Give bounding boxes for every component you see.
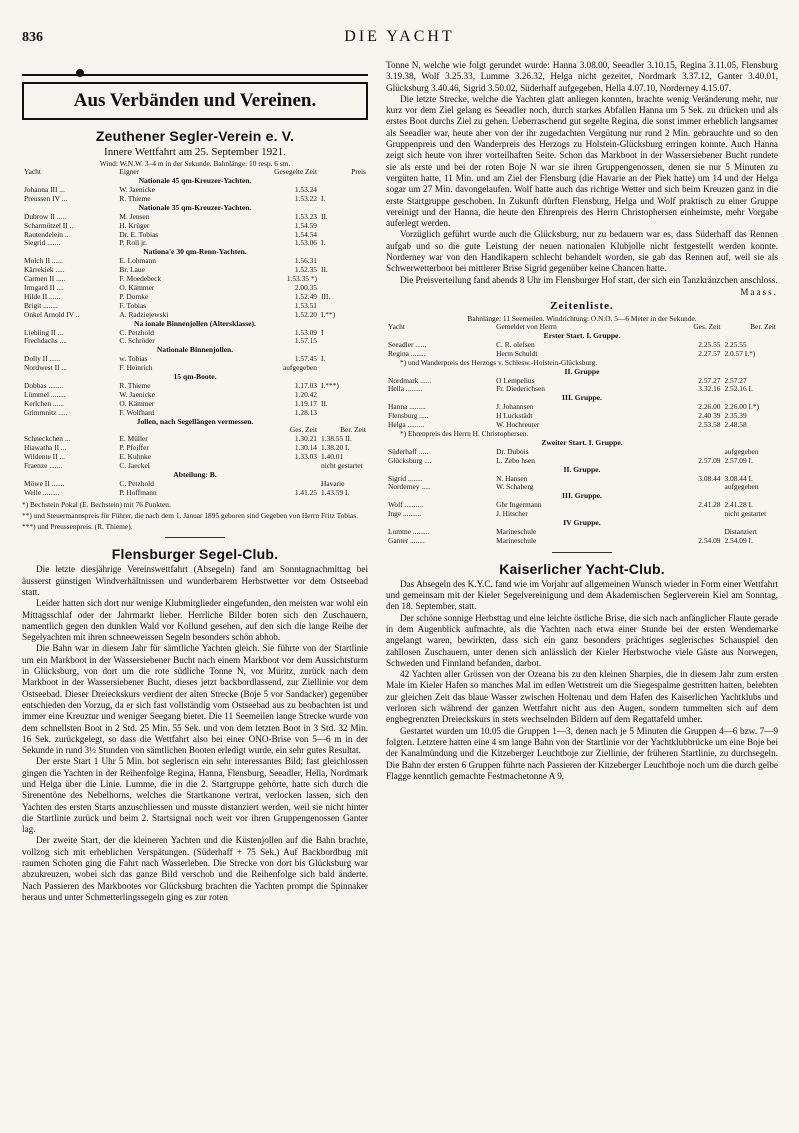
owner-cell: F. Tobias [119,301,147,310]
time-cell: 1.41.25 [294,488,317,497]
time-cell: 2.57.27 [698,376,721,385]
author-signature: Maass. [740,286,778,297]
group-header-row [386,492,778,501]
table-row [22,222,368,231]
yacht-cell: Fraenze ....... [24,462,63,471]
prize-cell: I.***) [321,381,339,390]
owner-cell: O. Kämmer [119,283,155,292]
paragraph: 42 Yachten aller Grössen von der Ozeana bis zu den kleinen Sharpies, die in diesem Jahr zum ersten Male im Kieler Hafen so manches Mal im edlen Wettstreit um die Siegespalme gestritten hatten, belebten zur gleichen Zeit das blaue Wasser zwischen Holtenau und dem Hafen des Kaiserlichen Yachtklubs und verloren sich während der ganzen Wettfahrt nicht aus den Augen, sondern tummelten sich auf dem engbegrenzten Dreieckskurs in stets wechselnden Bildern auf dem Regattafeld umher. [386,669,778,725]
time-cell: 1.52.20 [294,310,317,319]
kaiserlich-article [386,579,778,782]
prize-cell: 2.26.00 I.*) [724,403,759,412]
prize-cell: 3.08.44 I. [724,474,753,483]
prize-cell: III. [321,292,331,301]
yacht-cell: Wolf .......... [388,501,423,510]
time-cell: 1.57.45 [294,355,317,364]
running-head: DIE YACHT [344,28,455,45]
zeitenliste-table [386,323,778,546]
owner-cell: H Luckstädt [496,412,533,421]
table-row [386,510,778,519]
zeuthen-title: Zeuthener Segler-Verein e. V. [95,128,295,144]
group-title: Nationale 45 qm-Kreuzer-Yachten. [138,177,252,186]
prize-cell: 1.40.01 [321,453,344,462]
owner-cell: C. Schröder [119,337,155,346]
column-header: Gesegelte Zeit [274,168,317,177]
right-column [386,60,778,782]
yacht-cell: Norderney ..... [388,483,431,492]
group-title: II. Gruppe. [563,465,601,474]
table-row [22,489,368,498]
yacht-cell: Nordmark ...... [388,376,432,385]
group-header-row [22,346,368,355]
table-row [386,528,778,537]
owner-cell: E. Lohmann [119,257,156,266]
time-cell: 1.17.03 [294,381,317,390]
prize-cell: 2.52.16 I. [724,385,753,394]
group-header-row [386,332,778,341]
owner-cell: Gbr Ingermann [496,501,542,510]
time-cell: 3.08.44 [698,474,721,483]
yacht-cell: Kärrekiek ..... [24,266,65,275]
owner-cell: w. Tobias [119,355,148,364]
owner-cell: M. Jensen [119,212,150,221]
column-header: Yacht [24,168,41,177]
table-row [386,403,778,412]
group-title: III. Gruppe. [562,394,602,403]
paragraph: Das Absegeln des K.Y.C. fand wie im Vorjahr auf allgemeinen Wunsch wieder in Form einer Wettfahrt und gemeinsam mit der Kieler Segelvereinigung und dem Akademischen Seglerverein Kiel am Sonntag, den 18. September, statt. [386,578,778,612]
owner-cell: A. Radziejewski [119,310,169,319]
owner-cell: Dr. E. Tobias [119,230,159,239]
owner-cell: F. Wolfhard [119,408,155,417]
owner-cell: J. Hitscher [496,510,528,519]
yacht-cell: Lümmel ........ [24,390,66,399]
time-cell: 2.54.09 [698,536,721,545]
owner-cell: W. Jaenicke [119,390,155,399]
owner-cell: J. Johannsen [496,403,534,412]
table-row [22,462,368,471]
table-header-row [22,168,368,177]
paragraph: Die letzte Strecke, welche die Yachten glatt anliegen konnten, brachte wenig Veränderung mehr, nur kurz vor dem Ziel gelang es Seeadler noch, durch starkes Abfallen Hanna um 5 Sek. zu drücken und als erstes Boot durchs Ziel zu gehen. Ueberraschend gut segelte Regina, die sonst immer erheblich langsamer als Seeadler war, heute aber von der ihr zugedachten Vergütung nur rund 2 Min. gebrauchte und so den Gruppenpreis und den Wanderpreis des Herzogs zu Holstein-Glücksburg erringen konnte. Auch Hanna zeigt sich heute von ihrer vorteilhaften Seite. Schon das Markboot in der Wassersiebener Bucht rundete sie als erste und bei der roten Boje N war sie ihren Gruppengenossen, denen sie nur 5 Minuten zu vergüten hatte, 11 Min. und am Ziel der Flensburg (die Havarie an der Piek hatte) um 14 und der Helga sogar um 27 Min. davongelaufen. Wolf hatte auch das richtige Wetter und sich beim Kreuzen ganz in die erste Startgruppe geschoben. In Zukunft dürften Flensburg, Helga und Wolf praktisch zu einer Gruppe vereinigt und der Hanna, die heute den Ehrenpreis des Herrn Christophersen einheimste, mehr Vorgabe auferlegt werden. [386,93,778,229]
prize-cell [319,391,368,400]
prize-cell: 2.35.39 [724,412,747,421]
prize-cell: Distanziert [724,527,757,536]
prize-cell [319,284,368,293]
owner-cell: Br. Laue [119,266,145,275]
yacht-cell: Helga ......... [388,421,425,430]
separator [165,537,225,538]
table-row [22,444,368,453]
table-row [22,293,368,302]
yacht-cell: Brigit ........ [24,301,58,310]
group-note: *) Ehrenpreis des Herrn H. Christophersen. [400,430,529,439]
prize-cell: 2.25.55 [724,340,747,349]
group-title: Nationale 35 qm-Kreuzer-Yachten. [138,203,252,212]
time-cell: aufgegeben [282,364,317,373]
left-column [22,60,368,903]
time-cell [645,528,723,537]
zeuthen-footnotes [22,500,368,532]
prize-cell: I [321,328,324,337]
prize-cell: 2.48.58 [724,421,747,430]
kaiserlich-title: Kaiserlicher Yacht-Club. [499,560,665,577]
table-row [386,501,778,510]
group-title: Zweiter Start. I. Gruppe. [541,438,623,447]
group-title: 15 qm-Boote. [173,373,217,382]
yacht-cell: Süderhaff ..... [388,447,429,456]
paragraph: Vorzüglich geführt wurde auch die Glücksburg, nur zu bedauern war es, dass Süderhaff das Rennen aufgab und so die gute Leistung der neuen nationalen Klubjolle nicht festgestellt werden konnte. Norderney war von den Handikapern schlecht behandelt worden, sie gab das Rennen auf, weil sie als Schwerwetterboot bei mittlerer Brise Sigrid gegenüber keine Chancen hatte. [386,229,778,274]
owner-cell: O. Kämmer [119,399,155,408]
time-cell: 1.30.14 [294,444,317,453]
prize-cell: I. [321,239,326,248]
table-row [22,391,368,400]
time-cell: 1.28.13 [294,408,317,417]
yacht-cell: Möwe II ....... [24,479,65,488]
table-header-row [386,323,778,332]
column-header: Ber. Zeit [340,426,366,435]
owner-cell: Marineschule [496,536,537,545]
time-cell: 2.41.28 [698,501,721,510]
group-note-row [386,430,778,439]
time-cell [250,480,319,489]
group-header-row [22,248,368,257]
group-title: Jollen, nach Segellängen vermessen. [136,417,254,426]
group-header-row [22,204,368,213]
yacht-cell: Inge .......... [388,510,422,519]
table-row [386,457,778,466]
owner-cell: C. Petzhold [119,479,154,488]
table-row [22,275,368,284]
group-header-row [22,373,368,382]
prize-cell: I. [321,355,326,364]
owner-cell: E. Kuhnke [119,453,152,462]
yacht-cell: Dolly II ...... [24,355,61,364]
yacht-cell: Frechdachs .... [24,337,67,346]
time-cell: 2.40 39 [698,412,721,421]
table-row [22,364,368,373]
section-banner [22,74,368,120]
paragraph: Leider hatten sich dort nur wenige Klubmitglieder eingefunden, den meisten war wohl ein Mittagsschlaf oder der Jahrmarkt lieber. Herrliche Bilder boten sich den Zuschauern, namentlich gegen den dunklen Wald vor Kollund gesehen, auf den sich die lange Reihe der Segelyachten mit ihren schneeweissen Segeln besonders schön abhob. [22,598,368,643]
time-cell: 2.26.00 [698,403,721,412]
owner-cell: W. Hochreuter [496,421,540,430]
prize-cell: 2.41.28 I. [724,501,753,510]
time-cell: 1.53.35 *) [286,275,317,284]
time-cell: 1.53.24 [294,186,317,195]
ornament-dot-icon [76,69,84,77]
prize-cell: 1.38.55 II. [321,435,352,444]
banner-rule [22,74,368,76]
table-row [22,409,368,418]
owner-cell: F. Heinrich [119,364,153,373]
group-note-row [386,359,778,368]
table-row [386,448,778,457]
paragraph: Die Bahn war in diesem Jahr für sämtliche Yachten gleich. Sie führte von der Startlinie um ein Markboot in der Wassersiebener Bucht nach einem Markboot vor dem Aussichtsturm in Glücksburg, von dort um die rote südliche Tonne N, vor Müritz, zurück nach dem Markboot in der Wassersiebener Bucht, dieses jetzt backbordlassend, zur Ziellinie vor dem Ostseebad. Dieser Dreieckskurs verdient der alten Strecke (Boje 5 vor Sandacker) gegenüber entschieden den Vorzug, da er sich fast vollständig vom Ostseebad aus zu beobachten ist und immer eine Kreuztur und weniger Seegang bietet. Die 11 Seemeilen lange Strecke wurde von dem schnellsten Boot in 2 Std. 25 Min. 55 Sek. und von dem letzten Boot in 3 Std. 32 Min. 16 Sek. zurückgelegt, so dass die Wettfahrt also bei einer ONO-Brise von 5—6 m in der Sekunde in rund 3½ Stunden von sämtlichen Booten erledigt wurde, ein sehr gutes Resultat. [22,643,368,756]
table-row [22,382,368,391]
column-header [117,426,250,435]
time-cell: 2.00.35 [294,283,317,292]
column-header: Ges. Zeit [289,426,317,435]
owner-cell: Dr. Dubois [496,447,529,456]
table-row [386,377,778,386]
prize-cell [319,222,368,231]
paragraph: Die letzte diesjährige Vereinswettfahrt (Absegeln) fand am Sonntagnachmittag bei äusserst günstigen Windverhältnissen und wunderbarem Herbstwetter vor dem Ostseebad statt. [22,564,368,597]
prize-cell: 1.38.20 I. [321,444,350,453]
yacht-cell: Kerlchen ...... [24,399,65,408]
time-cell: 1.54.59 [294,221,317,230]
owner-cell: R. Thieme [119,381,151,390]
yacht-cell: Seeadler ...... [388,340,427,349]
yacht-cell: Siegrid ....... [24,239,61,248]
table-row [22,355,368,364]
prize-cell [319,409,368,418]
owner-cell: L. Zebo hsen [496,456,535,465]
footnote: **) und Steuermannspreis für Führer, die nach dem 1. Januar 1895 geboren sind Gegeben von Herrn Fritz Tobias. [22,510,359,520]
zeuthen-results-table [22,168,368,498]
yacht-cell: Dubrow II ..... [24,212,67,221]
prize-cell [319,186,368,195]
time-cell: 1.19.17 [294,399,317,408]
column-header: Ber. Zeit [750,323,776,332]
table-row [22,266,368,275]
zeitenliste-title: Zeitenliste. [550,299,614,312]
table-row [22,231,368,240]
yacht-cell: Hilde II ...... [24,292,61,301]
paragraph: Gestartet wurden um 10.05 die Gruppen 1—3, denen nach je 5 Minuten die Gruppen 4—6 bzw. 7—9 folgten. Letztere hatten eine 4 sm lange Bahn von der Startlinie vor der Yachtklubbrücke um eine Boje bei der Kanalmündung und die Kitzeberger Leuchtboje zur Ziellinie, der früheren Startlinie, zu durchsegeln. Die Bahn der ersten 6 Gruppen führte nach Passieren der Kitzeberger Leuchtboje noch um die durch gelbe Flagge kenntlich gemachte Festmachetonne A 9, [386,725,778,781]
prize-cell: 2.54.09 I. [724,536,753,545]
table-row [22,337,368,346]
prize-cell [319,337,368,346]
yacht-cell: Preussen IV ... [24,194,68,203]
prize-cell: nicht gestartet [724,510,767,519]
prize-cell: I. [321,194,326,203]
yacht-cell: Hella ......... [388,385,423,394]
owner-cell: C. Jaeckel [119,462,150,471]
time-cell: 2.53.58 [698,421,721,430]
time-cell: 1.20.42 [294,390,317,399]
yacht-cell: Grimmnitz ..... [24,408,68,417]
table-row [22,195,368,204]
table-row [386,421,778,430]
footnote: *) Bechstein Pokal (E. Bechstein) mit 76 Punkten. [22,499,171,509]
time-cell: 1.52.35 [294,266,317,275]
time-cell: 1.53.22 [294,194,317,203]
owner-cell: O Lempelius [496,376,535,385]
yacht-cell: Carmen II ..... [24,275,66,284]
time-cell [250,462,319,471]
table-row [22,302,368,311]
group-note: *) und Wanderpreis des Herzogs v. Schlesw.-Holstein-Glücksburg. [400,358,598,367]
table-row [22,213,368,222]
prize-cell [319,302,368,311]
flensburg-article [22,564,368,903]
time-cell: 1.56.31 [294,257,317,266]
group-header-row [22,177,368,186]
prize-cell: II. [321,266,328,275]
yacht-cell: Glücksburg .... [388,456,432,465]
table-row [386,537,778,546]
prize-cell: 2.0.57 I.*) [724,349,756,358]
prize-cell: I.**) [321,310,336,319]
column-header: Preis [351,168,366,177]
table-row [386,412,778,421]
time-cell: 1.57.15 [294,337,317,346]
owner-cell: P. Pfeiffer [119,444,149,453]
prize-cell: 2.57.27 [724,376,747,385]
group-header-row [386,439,778,448]
prize-cell: aufgegeben [724,483,759,492]
time-cell: 2.57.09 [698,456,721,465]
yacht-cell: Sigrid ........ [388,474,423,483]
yacht-cell: Onkel Arnold IV .. [24,310,80,319]
page-number: 836 [22,30,43,45]
column-header: Gemeldet von Herrn [496,323,557,332]
group-header-row [22,418,368,427]
table-row [386,350,778,359]
time-cell: 2.27.57 [698,349,721,358]
time-cell [645,510,723,519]
yacht-cell: Liebling II ... [24,328,64,337]
yacht-cell: Irmgard II .... [24,283,64,292]
prize-cell [319,231,368,240]
group-header-row [386,519,778,528]
table-row [22,453,368,462]
time-cell: 1.54.54 [294,230,317,239]
paragraph: Die Preisverteilung fand abends 8 Uhr im Flensburger Hof statt, der sich ein Tanzkränzchen anschloss. [400,274,778,285]
owner-cell: H. Krüger [119,221,150,230]
group-title: Abteilung: B. [173,471,217,480]
owner-cell: W. Schaberg [496,483,534,492]
owner-cell: P. Domke [119,292,149,301]
time-cell [645,483,723,492]
paragraph: Der schöne sonnige Herbsttag und eine leichte östliche Brise, die sich nach anfänglicher Flaute gerade in dem Augenblick aufmachte, als die Yachten nach etwa einer Stunde bei der ersten Wendemarke angelangt waren, bewirkten, dass sich ein ganz besonders prächtiges seglerisches Schauspiel den zahllosen Zuschauern, unter denen sich anlässlich der Kieler Herbstwoche viele Gäste aus Norwegen, Schweden und Finnland befanden, darbot. [386,612,778,668]
table-row [22,239,368,248]
yacht-cell: Rautendelein .. [24,230,69,239]
table-row [22,400,368,409]
yacht-cell: Regina ........ [388,349,426,358]
table-row [22,257,368,266]
owner-cell: Fr. Diederichsen [496,385,545,394]
paragraph: Der erste Start 1 Uhr 5 Min. bot segleriscn ein sehr interessantes Bild; fast gleichlossen gingen die Yachten in der Reihenfolge Regina, Hanna, Flensburg, Seeadler, Hella, Nordmark und Helga über die Linie. Lumme, die in die 2. Startgruppe gehörte, hatte sich durch die Sirenentöne des Nebelhorns, welches die Startkanone vertrat, verlocken lassen, sich den Yachten des ersten Starts anzuschliessen und musste distanziert werden, weil sie nicht hinter die Startlinie zurück und beim 2. Startsignal noch weit vor ihren Gruppengenossen Ganter lag. [22,756,368,835]
paragraph: Der zweite Start, der die kleineren Yachten und die Küstenjollen auf die Bahn brachte, vollzog sich mit erheblichen Verspätungen. (Süderhaff + 75 Sek.) Auf Backbordbug mit raumen Schoten ging die Fahrt nach Wasserleben. Die Strecke von dort bis Glücksburg war abzukreuzen, wobei sich das ganze Bild verschob und die Reihenfolge sich bald änderte. Nach Passieren des Markbootes vor Glücksburg brachten die Yachten prompt die Spinnaker heraus und unter Schmetterlingssegeln ging es zur roten [22,835,368,902]
group-header-row [386,394,778,403]
prize-cell [319,364,368,373]
owner-cell: P. Hoffmann [119,488,157,497]
group-title: Na ionale Binnenjollen (Altersklasse). [134,319,256,328]
owner-cell: C. R. olefsen [496,340,535,349]
paragraph: Tonne N, welche wie folgt gerundet wurde: Hanna 3.08.00, Seeadler 3.10.15, Regina 3.11.05, Flensburg 3.19.38, Wolf 3.25.33, Lumme 3.26.32, Helga nicht gezeitet, Nordmark 3.37.12, Ganter 3.40.01, Glücksburg 3.40.46, Sigrid 3.50.02, Süderhaff aufgegeben, Hella 4.07.10, Norderney 4.15.07. [386,60,778,93]
owner-cell: E. Müller [119,435,148,444]
table-row [22,186,368,195]
yacht-cell: Ganter ........ [388,536,425,545]
yacht-cell: Welle ......... [24,488,60,497]
yacht-cell: Wildente II ... [24,453,65,462]
owner-cell: F. Moedebeck [119,275,162,284]
group-title: Erster Start. I. Gruppe. [543,332,621,341]
yacht-cell: Nordwest II ... [24,364,67,373]
table-row [22,435,368,444]
time-cell: 1.30.21 [294,435,317,444]
prize-cell [319,275,368,284]
prize-cell: 1.43.59 I. [321,488,350,497]
group-header-row [386,466,778,475]
owner-cell: C. Petzhold [119,328,154,337]
time-cell: 1.53.23 [294,212,317,221]
time-cell: 1.33.03 [294,453,317,462]
owner-cell: N. Hansen [496,474,528,483]
prize-cell: aufgegeben [724,447,759,456]
column-header: Yacht [388,323,405,332]
prize-cell: nicht gestartet [321,462,363,471]
column-header [22,426,117,435]
prize-cell: Havarie [321,479,345,488]
yacht-cell: Johanna III ... [24,186,65,195]
group-title: IV Gruppe. [563,519,601,528]
table-row [22,284,368,293]
owner-cell: Herm Schuldt [496,349,538,358]
prize-cell [319,257,368,266]
table-row [22,329,368,338]
time-cell: 1.53.09 [294,328,317,337]
owner-cell: R. Thieme [119,194,151,203]
yacht-cell: Scharmützel II .. [24,221,74,230]
time-cell: 1.53.06 [294,239,317,248]
owner-cell: P. Roll jr. [119,239,147,248]
yacht-cell: Lumme ......... [388,527,430,536]
footnote: ***) und Preussenpreis. (R. Thieme). [22,522,133,532]
flensburg-article-continued [386,60,778,286]
table-row [22,311,368,320]
table-row [386,483,778,492]
prize-cell: 2.57.09 I. [724,456,753,465]
time-cell: 1.53.51 [294,301,317,310]
group-title: Nationa'e 30 qm-Renn-Yachten. [143,248,247,257]
yacht-cell: Flensburg ..... [388,412,429,421]
yacht-cell: Hanna ......... [388,403,426,412]
yacht-cell: Molch II ...... [24,257,63,266]
group-header-row [22,320,368,329]
zeuthen-wind: Wind: W.N.W. 3–4 m in der Sekunde. Bahnlänge: 10 resp. 6 sm. [99,159,291,168]
zeitenliste-info: Bahnlänge: 11 Seemeilen. Windrichtung: O.N.O. 5—6 Meter in der Sekunde. [467,313,697,323]
yacht-cell: Schneckchen ... [24,435,71,444]
column-header: Eigner [119,168,140,177]
group-header-row [386,368,778,377]
table-row [386,385,778,394]
yacht-cell: Hiawatha II ... [24,444,67,453]
group-title: III. Gruppe. [562,492,602,501]
group-title: Nationale Binnenjollen. [156,346,234,355]
prize-cell: II. [321,399,328,408]
owner-cell: Marineschule [496,527,537,536]
separator [552,552,612,553]
banner-title: Aus Verbänden und Vereinen. [22,82,368,120]
table-row [22,480,368,489]
time-cell [645,448,723,457]
subheader-row [22,426,368,435]
yacht-cell: Dobbas ........ [24,381,64,390]
time-cell: 1.52.49 [294,292,317,301]
time-cell: 3.32.16 [698,385,721,394]
table-row [386,475,778,484]
flensburg-title: Flensburger Segel-Club. [111,546,279,563]
table-row [386,341,778,350]
prize-cell: II. [321,212,328,221]
time-cell: 2.25.55 [698,340,721,349]
group-header-row [22,471,368,480]
zeuthen-subtitle: Innere Wettfahrt am 25. September 1921. [104,146,286,158]
group-title: II. Gruppe [564,367,600,376]
owner-cell: W. Jaenicke [119,186,155,195]
column-header: Ges. Zeit [693,323,721,332]
